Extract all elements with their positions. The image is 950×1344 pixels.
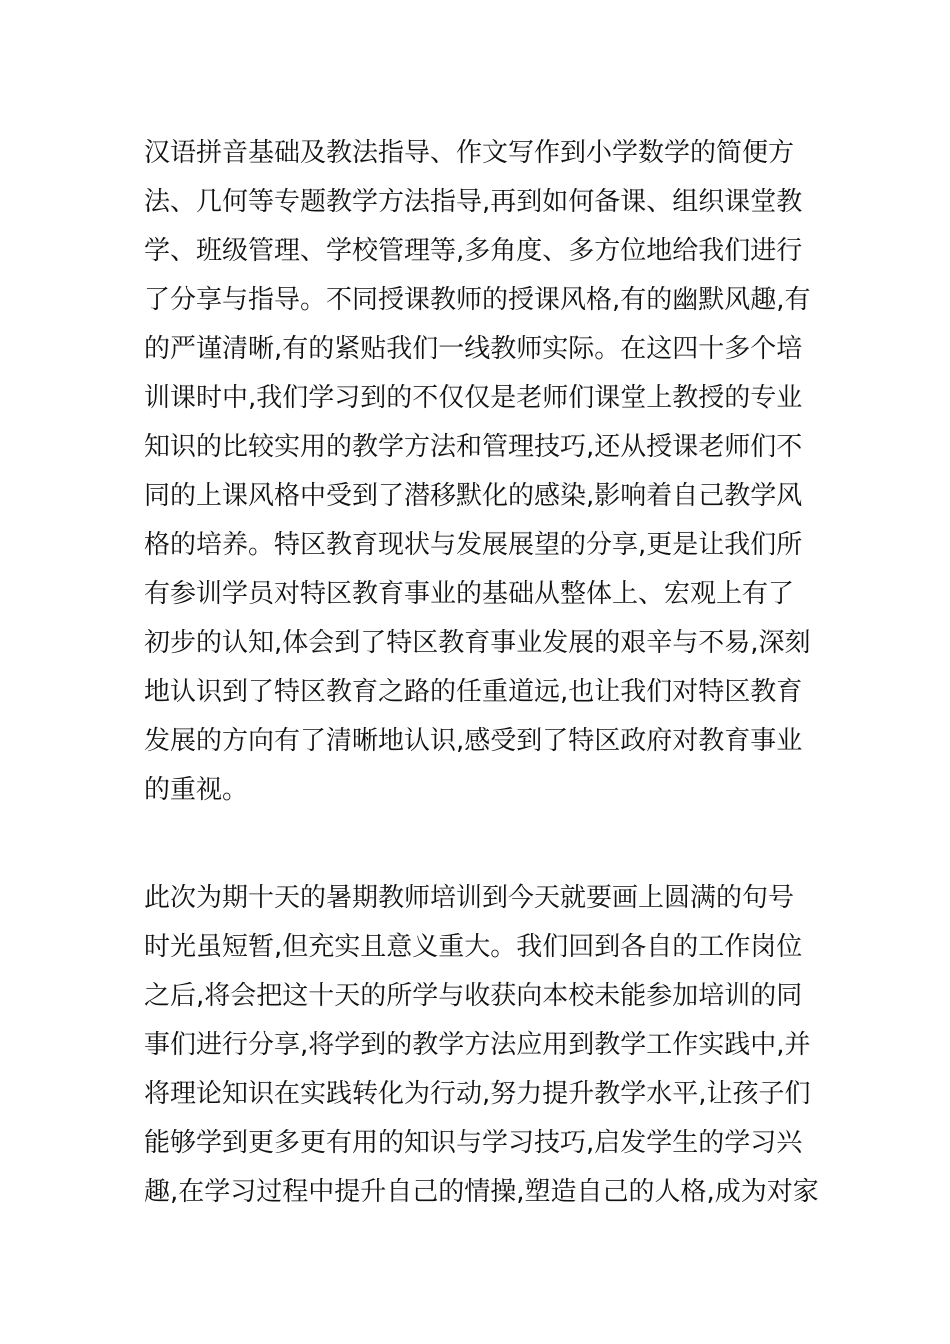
text-line: 发展的方向有了清晰地认识,感受到了特区政府对教育事业 <box>144 726 803 756</box>
text-line: 学、班级管理、学校管理等,多角度、多方位地给我们进行 <box>144 236 803 266</box>
text-line: 时光虽短暂,但充实且意义重大。我们回到各自的工作岗位 <box>144 932 803 962</box>
text-line: 知识的比较实用的教学方法和管理技巧,还从授课老师们不 <box>144 432 803 462</box>
text-line: 将理论知识在实践转化为行动,努力提升教学水平,让孩子们 <box>144 1079 811 1109</box>
text-line: 有参训学员对特区教育事业的基础从整体上、宏观上有了 <box>144 579 795 609</box>
text-line: 能够学到更多更有用的知识与学习技巧,启发学生的学习兴 <box>144 1128 803 1158</box>
text-line: 汉语拼音基础及教法指导、作文写作到小学数学的简便方 <box>144 138 795 168</box>
text-line: 初步的认知,体会到了特区教育事业发展的艰辛与不易,深刻 <box>144 628 811 658</box>
text-line: 事们进行分享,将学到的教学方法应用到教学工作实践中,并 <box>144 1030 811 1060</box>
text-line: 的严谨清晰,有的紧贴我们一线教师实际。在这四十多个培 <box>144 334 803 364</box>
text-line: 同的上课风格中受到了潜移默化的感染,影响着自己教学风 <box>144 481 803 511</box>
text-line: 法、几何等专题教学方法指导,再到如何备课、组织课堂教 <box>144 187 803 217</box>
text-line: 格的培养。特区教育现状与发展展望的分享,更是让我们所 <box>144 530 803 560</box>
text-line: 了分享与指导。不同授课教师的授课风格,有的幽默风趣,有 <box>144 285 811 315</box>
text-line: 的重视。 <box>144 775 249 805</box>
text-line: 地认识到了特区教育之路的任重道远,也让我们对特区教育 <box>144 677 803 707</box>
text-line: 此次为期十天的暑期教师培训到今天就要画上圆满的句号 <box>144 883 795 913</box>
text-line: 之后,将会把这十天的所学与收获向本校未能参加培训的同 <box>144 981 803 1011</box>
paragraph-conclusion <box>144 874 819 1217</box>
paragraph-training-content <box>144 129 814 815</box>
text-line: 训课时中,我们学习到的不仅仅是老师们课堂上教授的专业 <box>144 383 803 413</box>
text-line: 趣,在学习过程中提升自己的情操,塑造自己的人格,成为对家 <box>144 1177 819 1207</box>
